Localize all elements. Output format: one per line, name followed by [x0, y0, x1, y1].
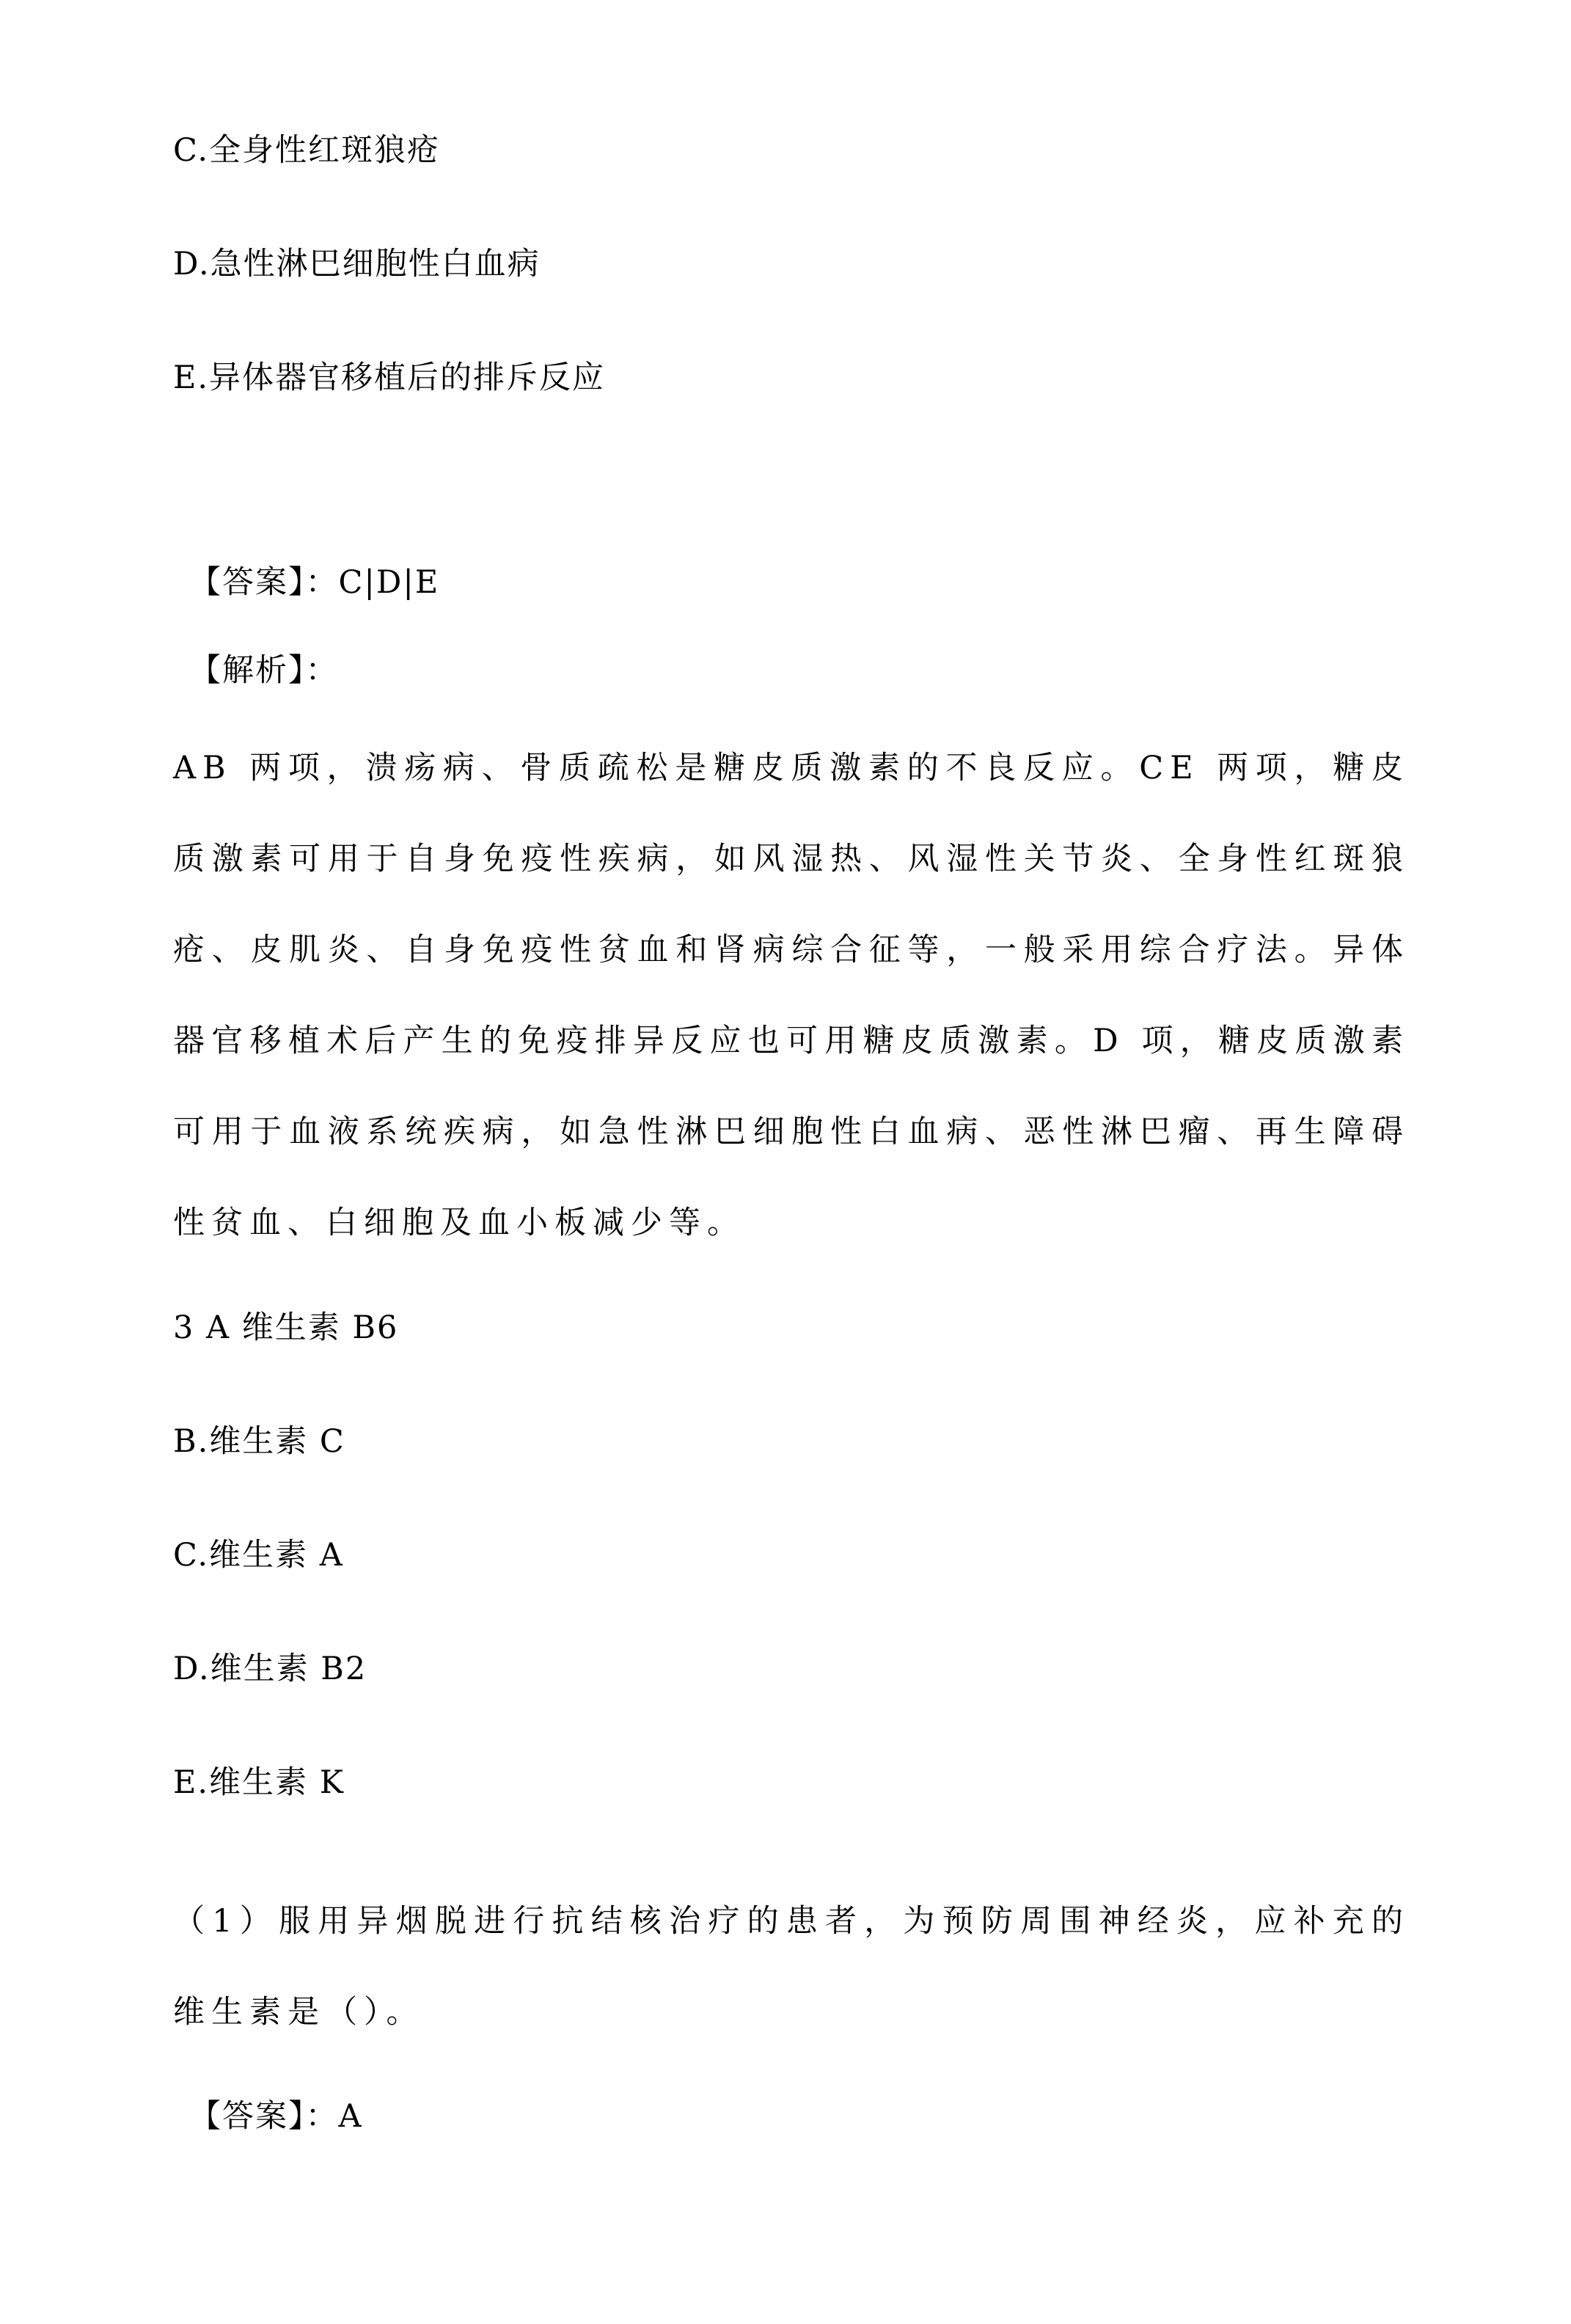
answer: 【答案】：C|D|E	[189, 564, 440, 601]
option-b: B.维生素 C	[173, 1423, 345, 1460]
option-c: C.维生素 A	[173, 1537, 344, 1574]
analysis-label: 【解析】：	[189, 652, 339, 689]
option-a: 3 A 维生素 B6	[173, 1309, 399, 1346]
analysis-text: AB 两项，溃疡病、骨质疏松是糖皮质激素的不良反应。CE 两项，糖皮质激素可用于自身免疫性疾病，如风湿热、风湿性关节炎、全身性红斑狼疮、皮肌炎、自身免疫性贫血和肾病综合征等，一般采用综合疗法。异体器官移植术后产生的免疫排异反应也可用糖皮质激素。D 项，糖皮质激素可用于血液系统疾病，如急性淋巴细胞性白血病、恶性淋巴瘤、再生障碍性贫血、白细胞及血小板减少等。	[173, 750, 1410, 1241]
option-e: E.异体器官移植后的排斥反应	[173, 359, 606, 396]
option-e: E.维生素 K	[173, 1764, 345, 1801]
option-c: C.全身性红斑狼疮	[173, 132, 441, 169]
option-d: D.急性淋巴细胞性白血病	[173, 246, 541, 282]
option-d: D.维生素 B2	[173, 1651, 367, 1687]
sub-question-answer: 【答案】：A	[189, 2098, 363, 2135]
sub-question-stem: （1）服用异烟脱进行抗结核治疗的患者，为预防周围神经炎，应补充的维生素是（）。	[173, 1903, 1410, 2031]
